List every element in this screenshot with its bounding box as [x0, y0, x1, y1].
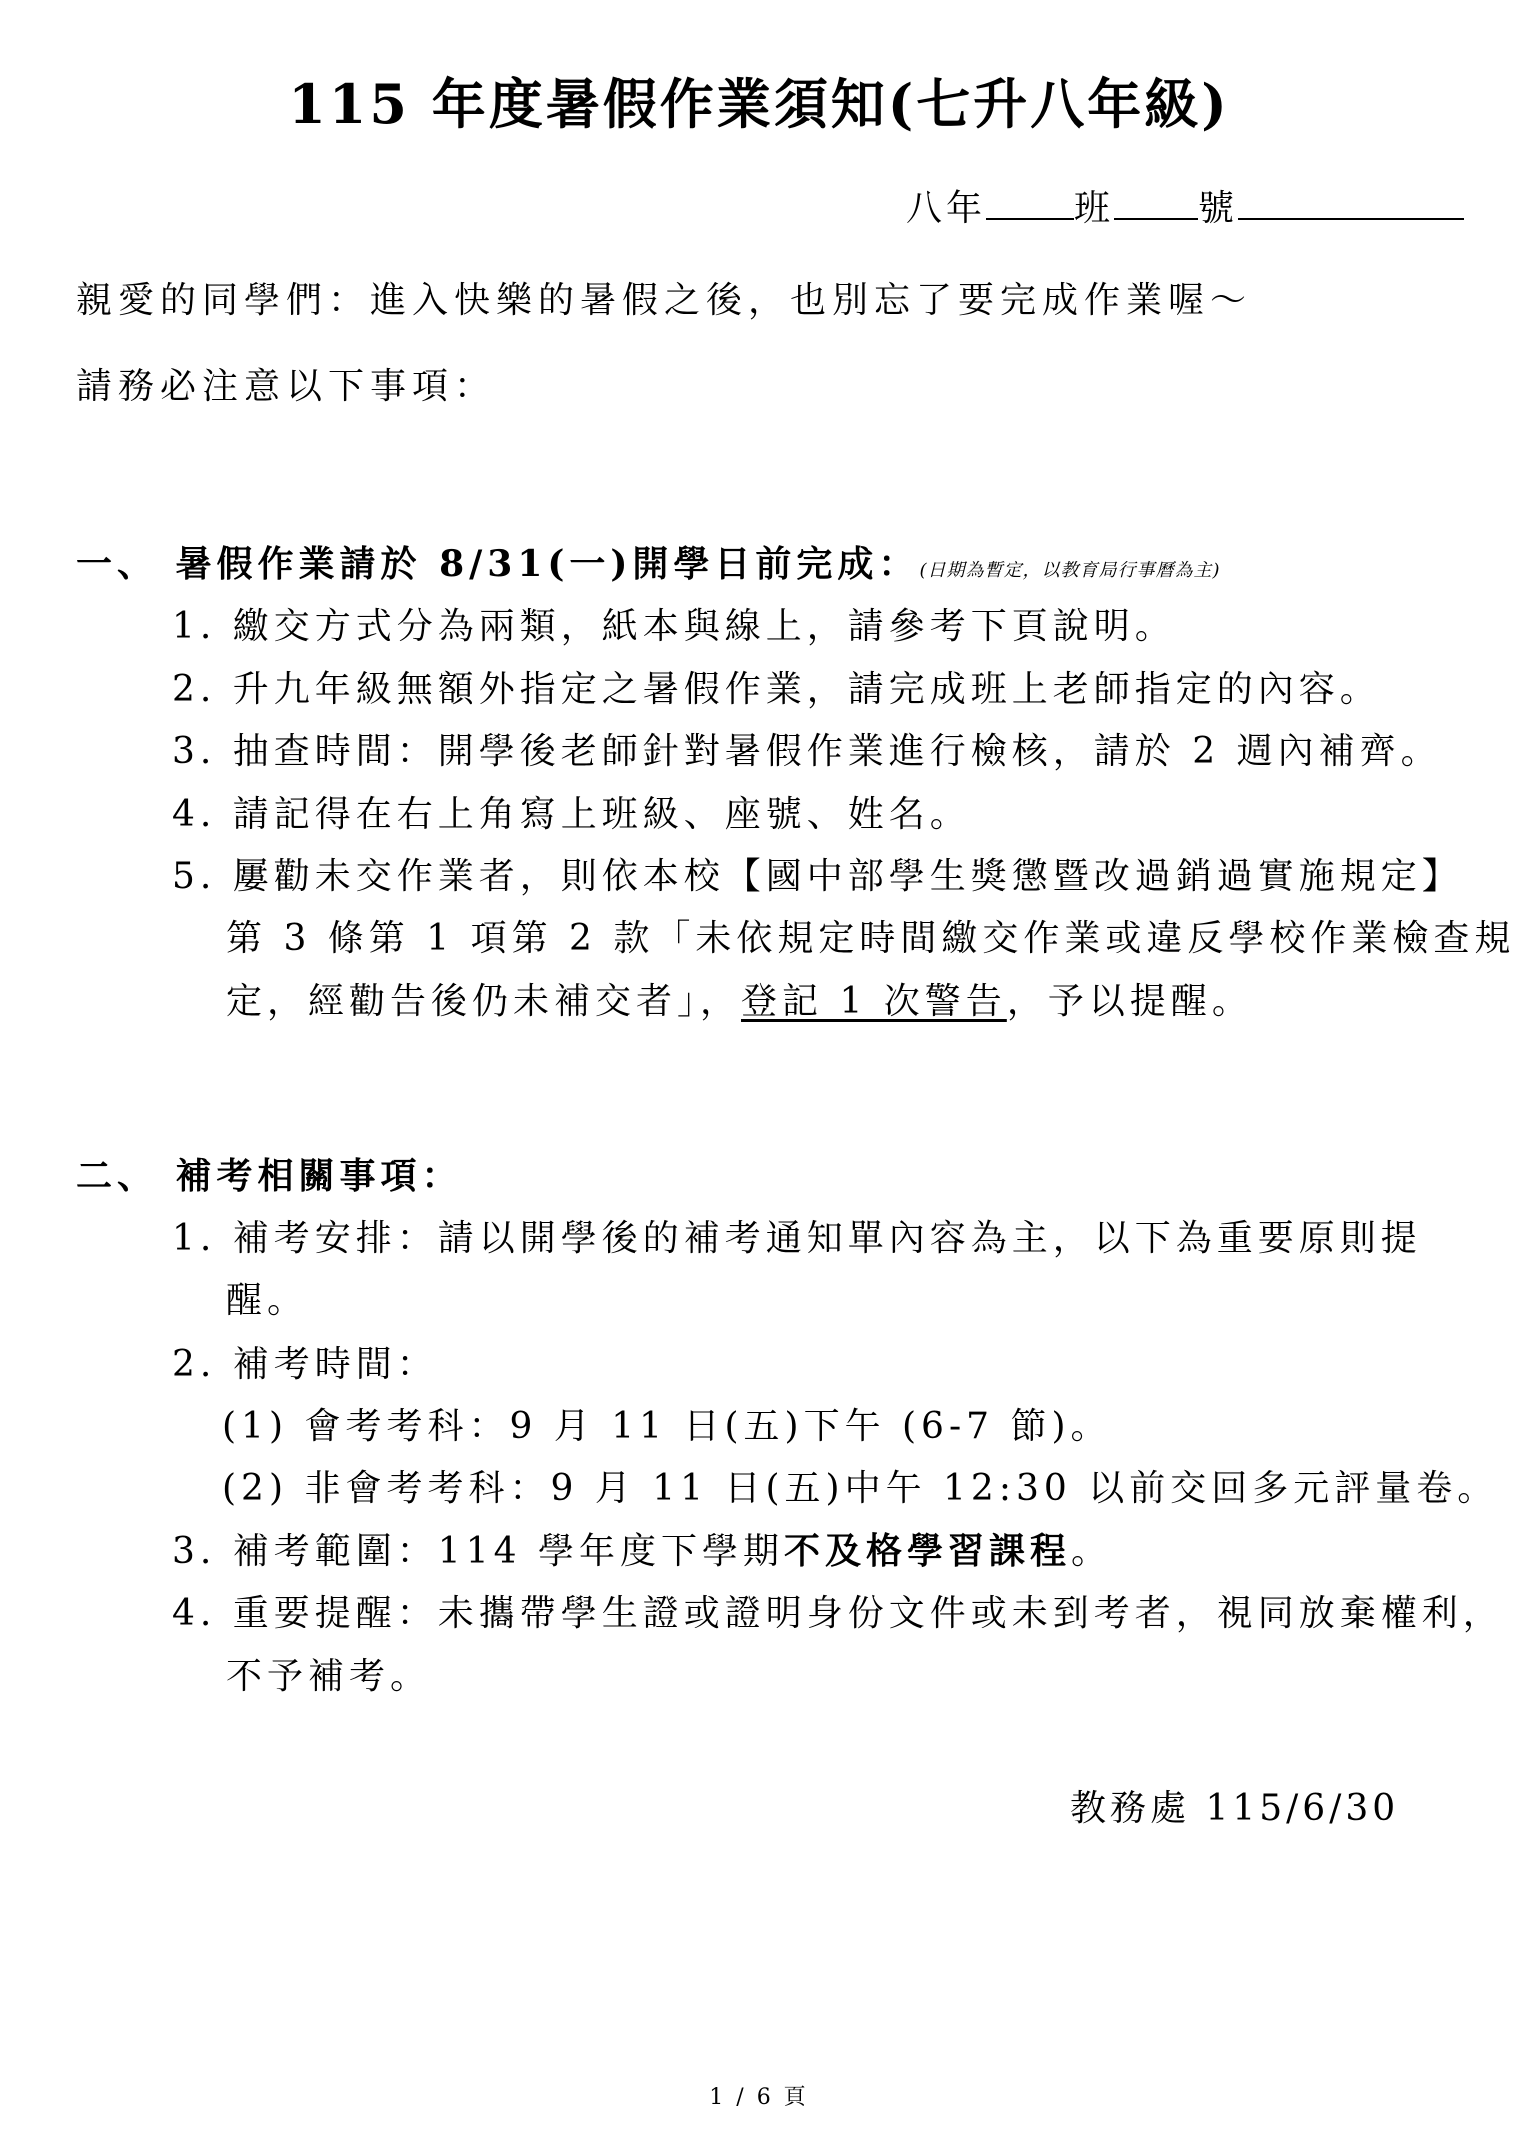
section2-item-1-line2: 醒。: [226, 1280, 309, 1321]
warning-text: 登記 1 次警告: [741, 981, 1007, 1022]
name-blank: [1238, 184, 1464, 220]
section2-item-2-sub1: (1) 會考考科：9 月 11 日(五)下午 (6-7 節)。: [222, 1406, 1112, 1447]
section1-item-5-line1: 5. 屢勸未交作業者，則依本校【國中部學生獎懲暨改過銷過實施規定】: [172, 856, 1463, 897]
section1-date-note: (日期為暫定，以教育局行事曆為主): [919, 560, 1221, 581]
section2-item-4-line1: 4. 重要提醒：未攜帶學生證或證明身份文件或未到考者，視同放棄權利，: [172, 1593, 1504, 1634]
grade-label: 八年: [905, 188, 986, 229]
signature: 教務處 115/6/30: [1070, 1788, 1400, 1829]
item5-line3-end: ，予以提醒。: [1006, 981, 1253, 1022]
section1-item-3: 3. 抽查時間：開學後老師針對暑假作業進行檢核，請於 2 週內補齊。: [172, 731, 1442, 772]
section1-item-1: 1. 繳交方式分為兩類，紙本與線上，請參考下頁說明。: [172, 606, 1176, 647]
section2-heading: 二、 補考相關事項：: [76, 1155, 463, 1197]
item3-start: 3. 補考範圍：114 學年度下學期: [172, 1531, 784, 1572]
section2-item-3: [172, 1523, 1112, 1574]
section1-item-4: 4. 請記得在右上角寫上班級、座號、姓名。: [172, 794, 971, 835]
page-number: 1 / 6 頁: [709, 2085, 809, 2110]
greeting: 親愛的同學們：進入快樂的暑假之後，也別忘了要完成作業喔～: [76, 280, 1253, 321]
item3-end: 。: [1070, 1531, 1112, 1572]
class-label: 班: [1073, 188, 1114, 229]
number-label: 號: [1197, 188, 1238, 229]
section1-item-2: 2. 升九年級無額外指定之暑假作業，請完成班上老師指定的內容。: [172, 669, 1381, 710]
section1-item-5-line3: [226, 973, 1253, 1024]
number-blank: [1114, 184, 1198, 220]
section2-item-1-line1: 1. 補考安排：請以開學後的補考通知單內容為主，以下為重要原則提: [172, 1218, 1422, 1259]
section1-heading-text: 一、 暑假作業請於 8/31(一)開學日前完成：: [76, 543, 920, 585]
section2-item-2-sub2: (2) 非會考考科：9 月 11 日(五)中午 12:30 以前交回多元評量卷。: [222, 1468, 1499, 1509]
section2-item-4-line2: 不予補考。: [226, 1656, 432, 1697]
section1-item-5-line2: 第 3 條第 1 項第 2 款「未依規定時間繳交作業或違反學校作業檢查規: [226, 918, 1516, 959]
item3-bold: 不及格學習課程: [783, 1530, 1071, 1572]
document-title: 115 年度暑假作業須知(七升八年級): [288, 72, 1230, 136]
notice: 請務必注意以下事項：: [76, 366, 497, 407]
item5-line3-start: 定，經勸告後仍未補交者」，: [226, 981, 742, 1022]
section2-item-2: 2. 補考時間：: [172, 1344, 438, 1385]
section1-heading: [76, 536, 1220, 587]
class-seat-name-line: [906, 180, 1464, 231]
class-blank: [986, 184, 1074, 220]
